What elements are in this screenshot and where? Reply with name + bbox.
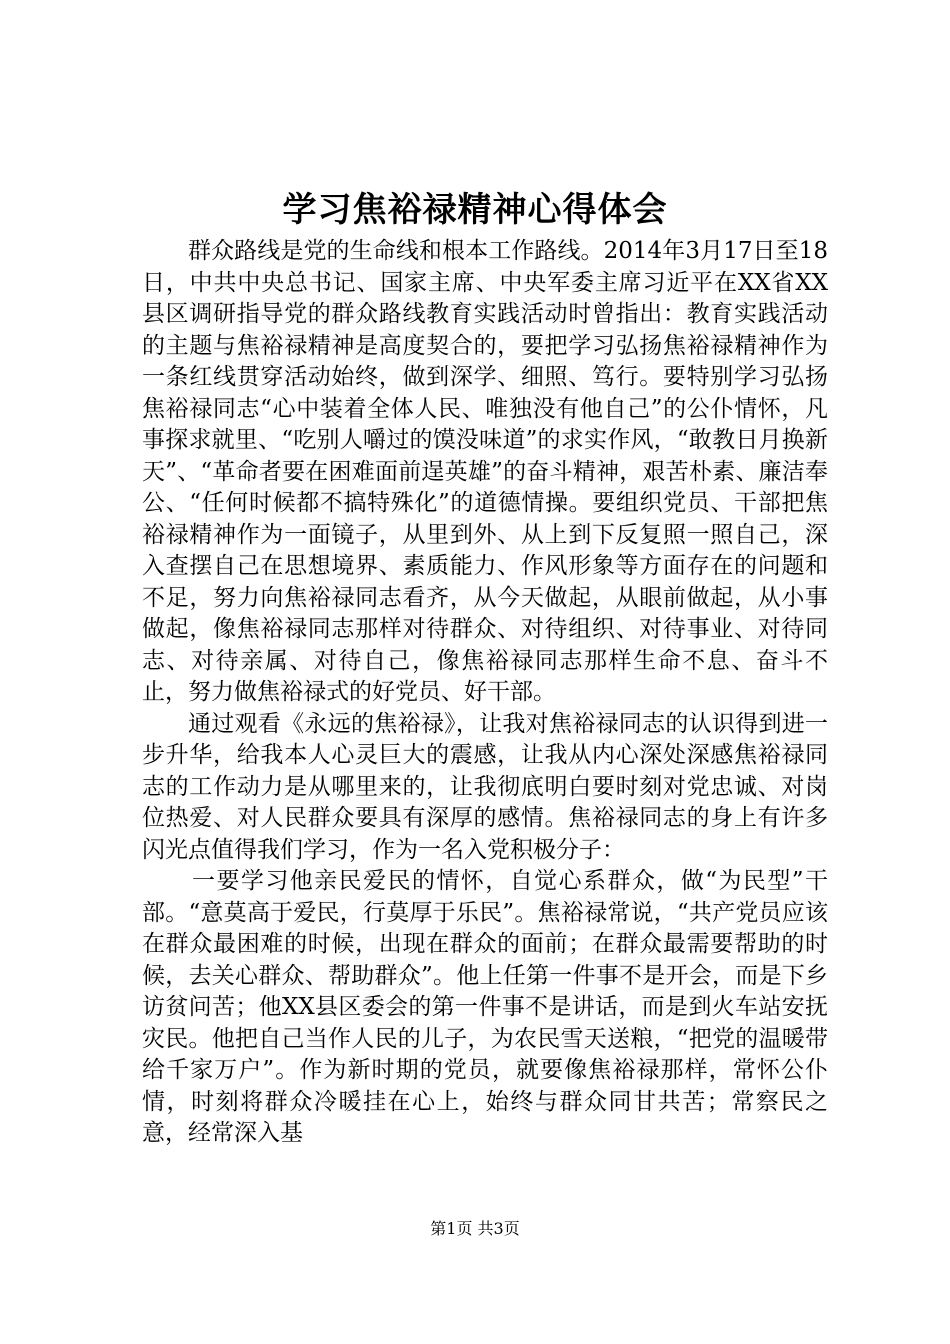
paragraph-1: 群众路线是党的生命线和根本工作路线。2014年3月17日至18日，中共中央总书记、国家主席、中央军委主席习近平在XX省XX县区调研指导党的群众路线教育实践活动时曾指出：教育实践活动的主题与焦裕禄精神是高度契合的，要把学习弘扬焦裕禄精神作为一条红线贯穿活动始终，做到深学、细照、笃行。要特别学习弘扬焦裕禄同志“心中装着全体人民、唯独没有他自己”的公仆情怀，凡事探求就里、“吃别人嚼过的馍没味道”的求实作风，“敢教日月换新天”、“革命者要在困难面前逞英雄”的奋斗精神，艰苦朴素、廉洁奉公、“任何时候都不搞特殊化”的道德情操。要组织党员、干部把焦裕禄精神作为一面镜子，从里到外、从上到下反复照一照自己，深入查摆自己在思想境界、素质能力、作风形象等方面存在的问题和不足，努力向焦裕禄同志看齐，从今天做起，从眼前做起，从小事做起，像焦裕禄同志那样对待群众、对待组织、对待事业、对待同志、对待亲属、对待自己，像焦裕禄同志那样生命不息、奋斗不止，努力做焦裕禄式的好党员、好干部。 [142,238,828,705]
paragraph-3: 一要学习他亲民爱民的情怀，自觉心系群众，做“为民型”干部。“意莫高于爱民，行莫厚于乐民”。焦裕禄常说，“共产党员应该在群众最困难的时候，出现在群众的面前；在群众最需要帮助的时候，去关心群众、帮助群众”。他上任第一件事不是开会，而是下乡访贫问苦；他XX县区委会的第一件事不是讲话，而是到火车站安抚灾民。他把自己当作人民的儿子，为农民雪天送粮，“把党的温暖带给千家万户”。作为新时期的党员，就要像焦裕禄那样，常怀公仆情，时刻将群众冷暖挂在心上，始终与群众同甘共苦；常察民之意，经常深入基 [142,868,828,1146]
page-number-footer: 第1页 共3页 [430,1219,520,1238]
paragraph-2: 通过观看《永远的焦裕禄》，让我对焦裕禄同志的认识得到进一步升华，给我本人心灵巨大的震感，让我从内心深处深感焦裕禄同志的工作动力是从哪里来的，让我彻底明白要时刻对党忠诚、对岗位热爱、对人民群众要具有深厚的感情。焦裕禄同志的身上有许多闪光点值得我们学习，作为一名入党积极分子： [142,710,828,863]
document-title: 学习焦裕禄精神心得体会 [282,190,668,230]
document-body [142,236,828,1150]
